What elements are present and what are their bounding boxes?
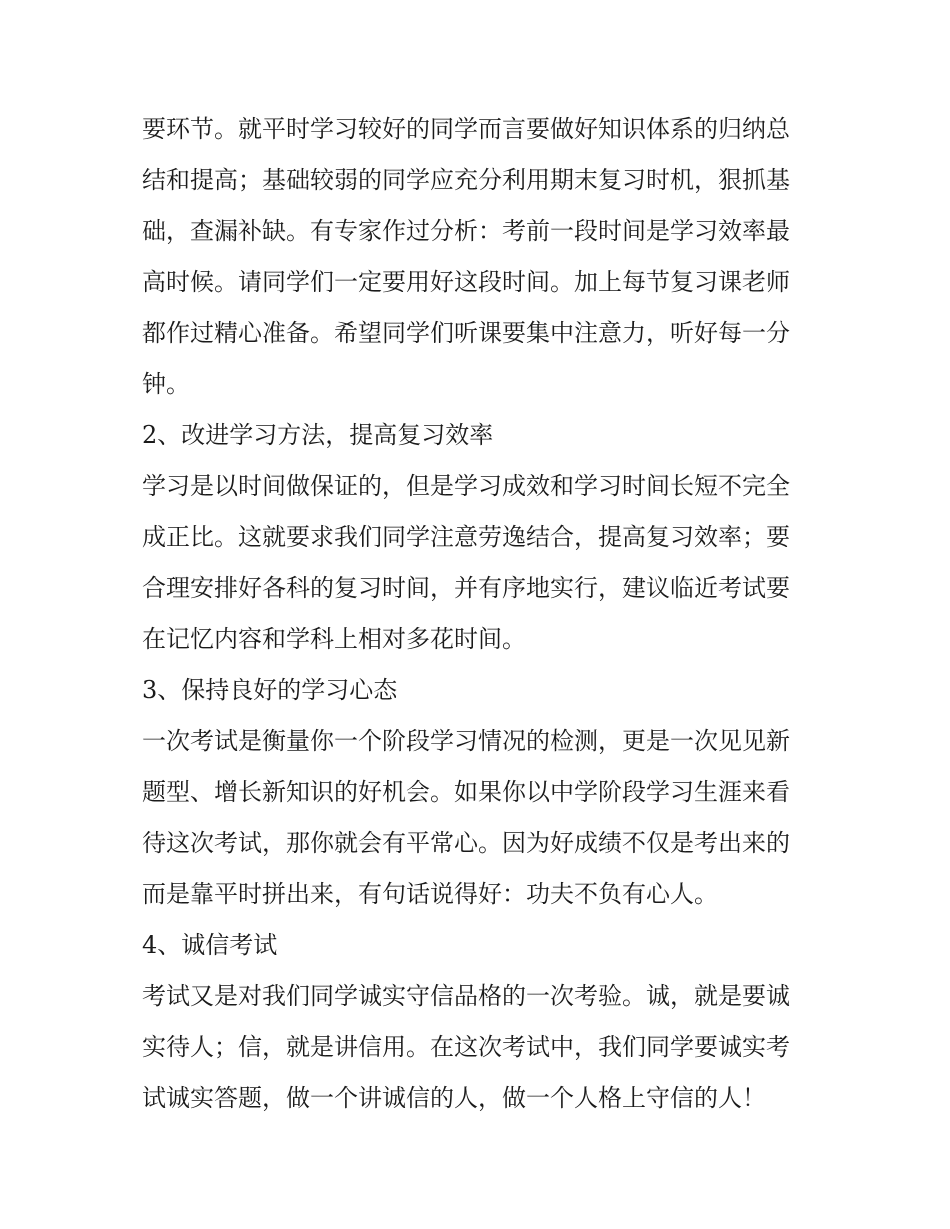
text-line: 一次考试是衡量你一个阶段学习情况的检测，更是一次见见新: [142, 727, 790, 755]
section-2-paragraph: [142, 461, 822, 665]
text-line: 础，查漏补缺。有专家作过分析：考前一段时间是学习效率最: [142, 217, 790, 245]
text-line: 考试又是对我们同学诚实守信品格的一次考验。诚，就是要诚: [142, 982, 790, 1010]
section-4-paragraph: [142, 971, 822, 1124]
text-line: 要环节。就平时学习较好的同学而言要做好知识体系的归纳总: [142, 115, 790, 143]
text-line: 试诚实答题，做一个讲诚信的人，做一个人格上守信的人！: [142, 1084, 766, 1112]
text-line: 题型、增长新知识的好机会。如果你以中学阶段学习生涯来看: [142, 778, 790, 806]
text-line: 而是靠平时拼出来，有句话说得好：功夫不负有心人。: [142, 880, 718, 908]
text-line: 合理安排好各科的复习时间，并有序地实行，建议临近考试要: [142, 574, 790, 602]
section-4-heading: 4、诚信考试: [142, 931, 278, 959]
text-line: 成正比。这就要求我们同学注意劳逸结合，提高复习效率；要: [142, 523, 790, 551]
document-body: [142, 104, 822, 1124]
text-line: 钟。: [142, 370, 190, 398]
text-line: 在记忆内容和学科上相对多花时间。: [142, 625, 526, 653]
section-2-heading: 2、改进学习方法，提高复习效率: [142, 421, 494, 449]
text-line: 结和提高；基础较弱的同学应充分利用期末复习时机，狠抓基: [142, 166, 790, 194]
text-line: 高时候。请同学们一定要用好这段时间。加上每节复习课老师: [142, 268, 790, 296]
section-3-paragraph: [142, 716, 822, 920]
section-3-heading: 3、保持良好的学习心态: [142, 676, 398, 704]
text-line: 都作过精心准备。希望同学们听课要集中注意力，听好每一分: [142, 319, 790, 347]
text-line: 待这次考试，那你就会有平常心。因为好成绩不仅是考出来的: [142, 829, 790, 857]
intro-paragraph: [142, 104, 822, 410]
text-line: 学习是以时间做保证的，但是学习成效和学习时间长短不完全: [142, 472, 790, 500]
text-line: 实待人；信，就是讲信用。在这次考试中，我们同学要诚实考: [142, 1033, 790, 1061]
